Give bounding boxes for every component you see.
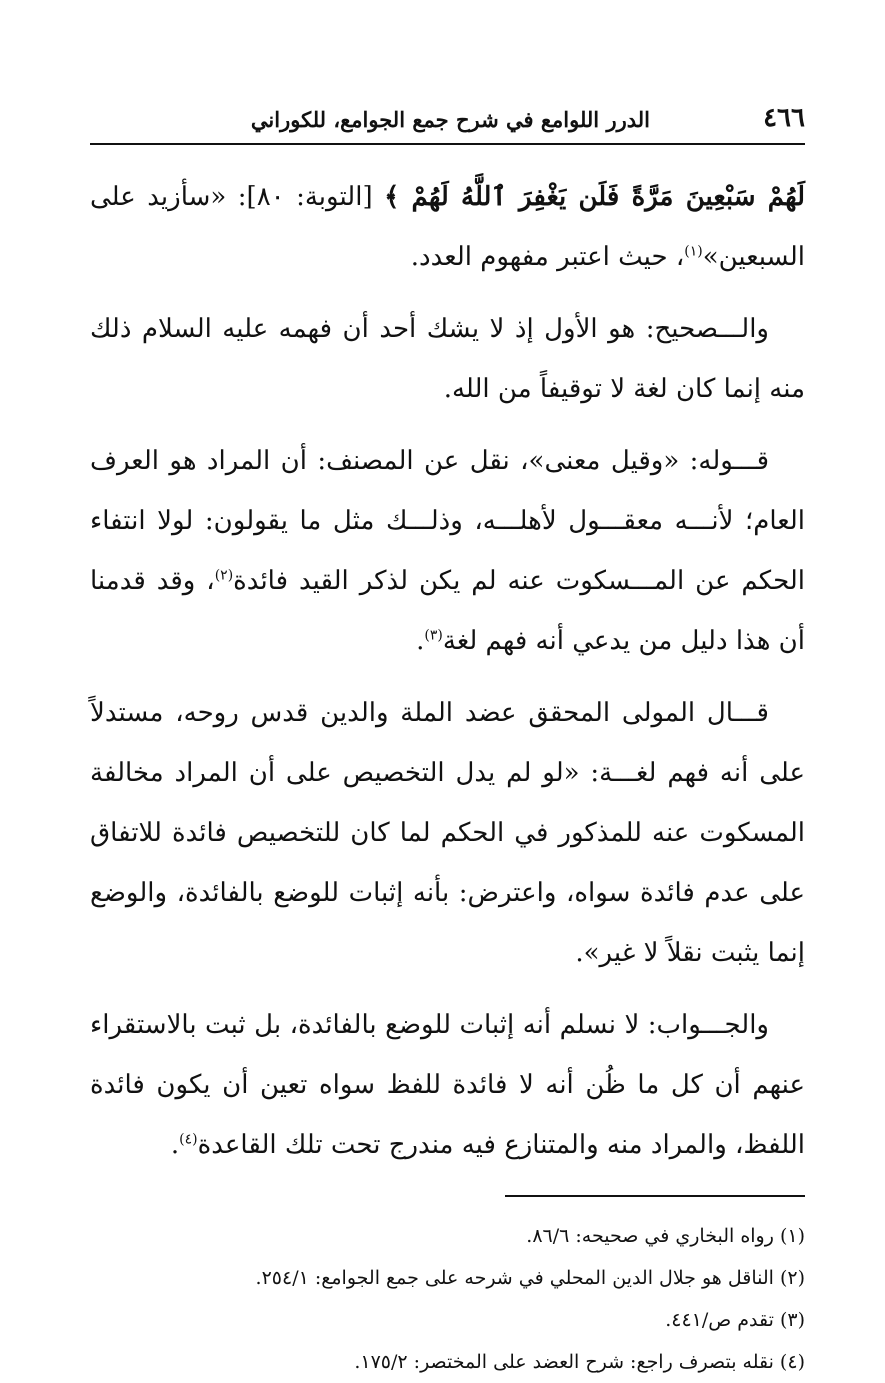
paragraph-text: [التوبة: ٨٠]: «سأزيد على السبعين» <box>90 182 805 272</box>
footnote-2: (٢) الناقل هو جلال الدين المحلي في شرحه على جمع الجوامع: ٢٥٤/١. <box>255 1267 805 1289</box>
book-title: الدرر اللوامع في شرح جمع الجوامع، للكوراني <box>250 107 650 132</box>
paragraph-tail: . <box>416 626 425 656</box>
paragraph-adud-argument <box>90 683 805 983</box>
paragraph-text: والـــصحيح: هو الأول إذ لا يشك أحد أن فهمه عليه السلام ذلك منه إنما كان لغة لا توقيفاً من الله. <box>90 314 805 404</box>
footnote-marker: (٣) <box>424 627 443 644</box>
paragraph-tail: ، حيث اعتبر مفهوم العدد. <box>410 242 685 272</box>
paragraph-text: قـــال المولى المحقق عضد الملة والدين قدس روحه، مستدلاً على أنه فهم لغـــة: «لو لم يدل التخصيص على أن المراد مخالفة المسكوت عنه للمذكور في الحكم لما كان للتخصيص فائدة للاتفاق على عدم فائدة سواه، واعترض: بأنه إثبات للوضع بالفائدة، والوضع إنما يثبت نقلاً لا غير». <box>90 698 805 968</box>
footnote-3: (٣) تقدم ص/٤٤١. <box>665 1309 805 1331</box>
book-page <box>90 95 805 1383</box>
paragraph-quran-citation <box>90 167 805 287</box>
paragraph-text-continued: ، وقد قدمنا أن هذا دليل من يدعي أنه فهم لغة <box>90 566 805 656</box>
footnote-1: (١) رواه البخاري في صحيحه: ٨٦/٦. <box>526 1225 805 1247</box>
footnotes <box>90 1215 805 1383</box>
paragraph-tail: . <box>170 1130 180 1160</box>
paragraph-text: والجـــواب: لا نسلم أنه إثبات للوضع بالفائدة، بل ثبت بالاستقراء عنهم أن كل ما ظُن أنه لا فائدة للفظ سواه تعين أن يكون فائدة اللفظ، والمراد منه والمتنازع فيه مندرج تحت تلك القاعدة <box>90 1010 805 1160</box>
footnote-marker: (٤) <box>179 1131 198 1148</box>
quran-verse: لَهُمْ سَبْعِينَ مَرَّةً فَلَن يَغْفِرَ ٱللَّهُ لَهُمْ ﴾ <box>384 182 806 212</box>
running-header <box>90 95 805 145</box>
paragraph-text: قـــوله: «وقيل معنى»، نقل عن المصنف: أن المراد هو العرف العام؛ لأنـــه معقـــول لأهلـــه، وذلـــك مثل ما يقولون: لولا انتفاء الحكم عن المـــسكوت عنه لم يكن لذكر القيد فائدة <box>90 446 806 596</box>
page-number: ٤٦٦ <box>763 103 805 133</box>
footnote-marker: (٢) <box>214 567 234 584</box>
footnote-divider <box>505 1195 805 1197</box>
main-text <box>90 167 805 1175</box>
paragraph-answer <box>90 995 805 1175</box>
footnote-4: (٤) نقله بتصرف راجع: شرح العضد على المختصر: ١٧٥/٢. <box>354 1351 805 1373</box>
paragraph-correct-view <box>90 299 805 419</box>
footnote-marker: (١) <box>684 243 703 260</box>
paragraph-custom-meaning <box>90 431 805 671</box>
